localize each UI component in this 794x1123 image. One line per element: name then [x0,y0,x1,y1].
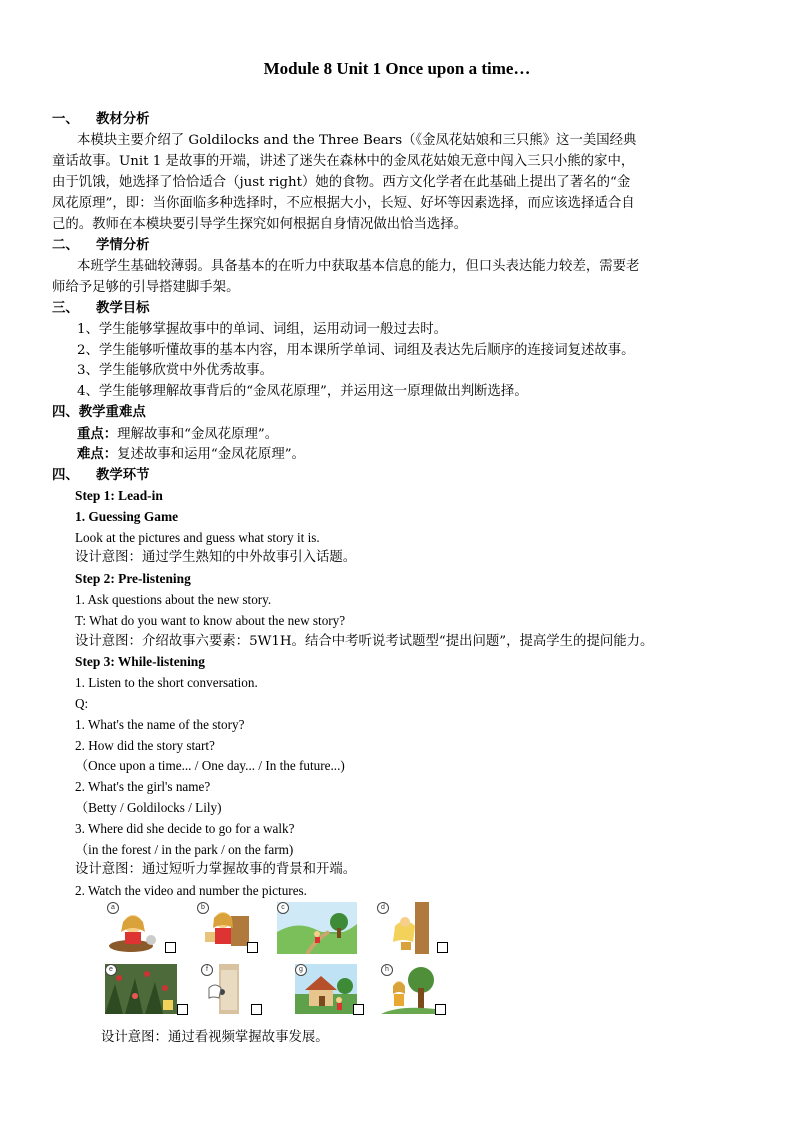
question-label: Q: [75,696,89,711]
section-heading-5 [52,465,752,486]
key-point [77,424,777,446]
key-point-text: 理解故事和“金凤花原理”。 [117,427,279,442]
number-checkbox-a[interactable] [165,942,176,953]
number-checkbox-e[interactable] [177,1004,188,1015]
objective-item: 2、学生能够听懂故事的基本内容，用本课所学单词、词组及表达先后顺序的连接词复述故事。 [77,343,635,358]
section-heading-2 [52,235,752,256]
step-2-line: 1. Ask questions about the new story. [75,592,272,607]
section-heading-1 [52,109,752,130]
step-1-text: Look at the pictures and guess what story it is. [75,530,320,545]
section-number: 二、 [52,237,79,253]
question: 2. What's the girl's name? [75,779,211,794]
step-2-intent: 设计意图：介绍故事六要素：5W1H。结合中考听说考试题型“提出问题”，提高学生的提问能力。 [75,634,654,649]
objective-item: 3、学生能够欣赏中外优秀故事。 [77,363,273,378]
number-checkbox-b[interactable] [247,942,258,953]
step-3-line: 1. Listen to the short conversation. [75,675,258,690]
key-point-label: 重点： [77,426,118,442]
paragraph-line: 凤花原理”，即：当你面临多种选择时，不应根据大小，长短、好坏等因素选择，而应该选择适合自 [52,196,635,211]
picture-letter: d [377,902,389,914]
difficult-point-label: 难点： [77,446,118,462]
page-title: Module 8 Unit 1 Once upon a time… [263,59,531,78]
story-picture-e [105,964,177,1014]
question: 2. How did the story start? [75,738,215,753]
picture-letter: h [381,964,393,976]
question-options: （in the forest / in the park / on the farm) [75,842,294,857]
paragraph-line: 本模块主要介绍了 Goldilocks and the Three Bears（《金凤花姑娘和三只熊》这一美国经典 [77,133,637,148]
objective-item: 1、学生能够掌握故事中的单词、词组，运用动词一般过去时。 [77,322,448,337]
picture-letter: b [197,902,209,914]
step-3-title: Step 3: While-listening [75,654,205,669]
difficult-point [77,444,777,466]
section-number: 四、 [52,467,79,483]
story-picture-a [107,902,169,954]
section-title: 学情分析 [96,237,150,253]
number-checkbox-h[interactable] [435,1004,446,1015]
number-checkbox-d[interactable] [437,942,448,953]
step-2-line: T: What do you want to know about the new story? [75,613,346,628]
objective-item: 4、学生能够理解故事背后的“金凤花原理”，并运用这一原理做出判断选择。 [77,384,528,399]
section-number: 三、 [52,300,79,316]
picture-row-1 [105,902,445,962]
step-1-intent: 设计意图：通过学生熟知的中外故事引入话题。 [75,550,357,565]
picture-letter: c [277,902,289,914]
story-picture-d [377,902,439,954]
picture-letter: g [295,964,307,976]
question-options: （Betty / Goldilocks / Lily) [75,800,222,815]
picture-letter: a [107,902,119,914]
paragraph-line: 本班学生基础较薄弱。具备基本的在听力中获取基本信息的能力，但口头表达能力较差，需要老 [77,259,640,274]
difficult-point-text: 复述故事和运用“金凤花原理”。 [117,447,305,462]
picture-letter: e [105,964,117,976]
step-1-subtitle: 1. Guessing Game [75,509,179,524]
story-picture-g [295,964,357,1014]
picture-letter: f [201,964,213,976]
step-3-intent: 设计意图：通过短听力掌握故事的背景和开端。 [75,862,357,877]
section-number: 一、 [52,111,79,127]
picture-row-2 [105,964,445,1024]
story-picture-f [201,964,251,1014]
paragraph-line: 童话故事。Unit 1 是故事的开端，讲述了迷失在森林中的金凤花姑娘无意中闯入三只小熊的家中， [52,154,635,169]
number-checkbox-f[interactable] [251,1004,262,1015]
step-3-line: 2. Watch the video and number the pictures. [75,883,307,898]
question-options: （Once upon a time... / One day... / In the future...) [75,758,345,773]
section-title: 教材分析 [96,111,150,127]
step-1-title: Step 1: Lead-in [75,488,163,503]
paragraph-line: 由于饥饿，她选择了恰恰适合（just right）她的食物。西方文化学者在此基础上提出了著名的“金 [52,175,631,190]
section-heading-4: 四、教学重难点 [52,404,146,420]
story-picture-c [277,902,357,954]
section-heading-3 [52,298,752,319]
section-title: 教学目标 [96,300,150,316]
number-checkbox-g[interactable] [353,1004,364,1015]
paragraph-line: 己的。教师在本模块要引导学生探究如何根据自身情况做出恰当选择。 [52,217,468,232]
question: 3. Where did she decide to go for a walk? [75,821,295,836]
step-3-intent-2: 设计意图：通过看视频掌握故事发展。 [101,1030,329,1045]
story-picture-h [381,964,443,1014]
section-title: 教学环节 [96,467,150,483]
step-2-title: Step 2: Pre-listening [75,571,191,586]
paragraph-line: 师给予足够的引导搭建脚手架。 [52,280,240,295]
question: 1. What's the name of the story? [75,717,245,732]
